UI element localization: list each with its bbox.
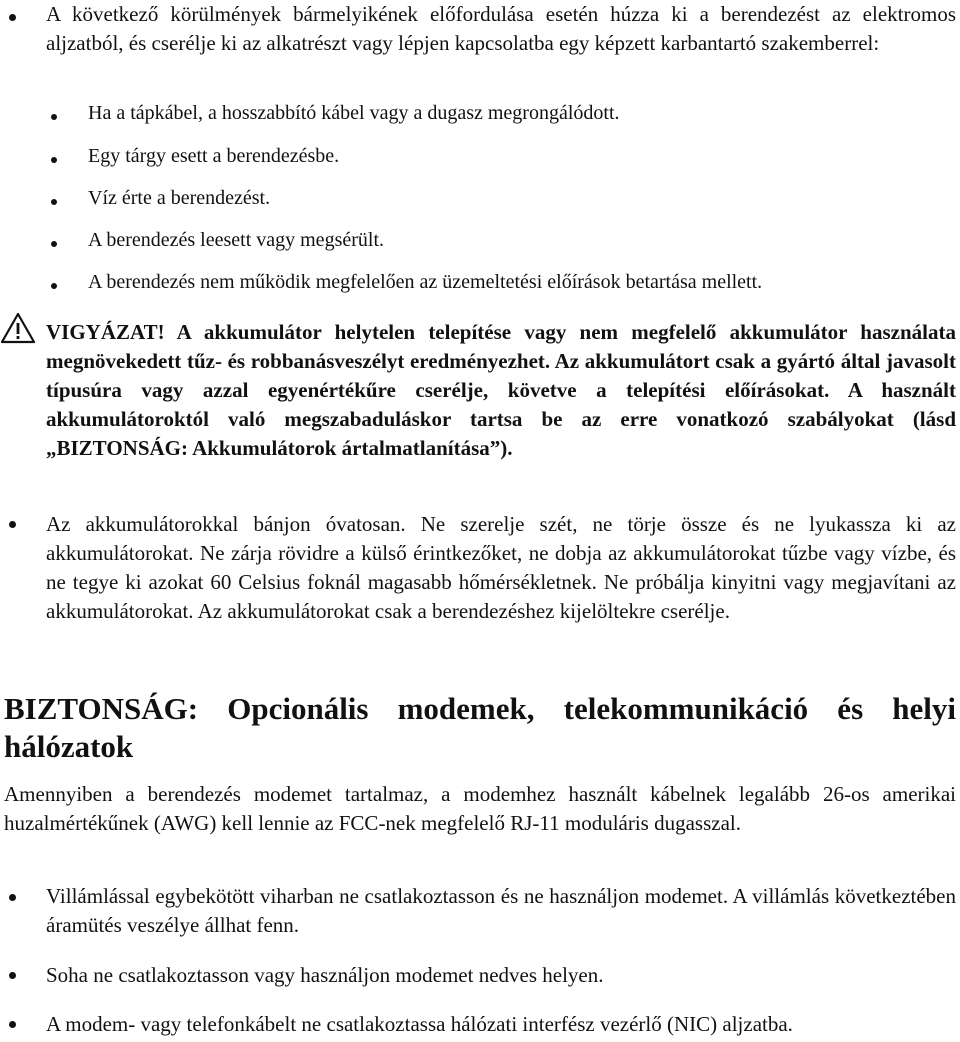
condition-bullet: [51, 241, 57, 247]
modem-bullet: [9, 894, 16, 901]
modem-bullet-text: Villámlással egybekötött viharban ne csatlakoztasson és ne használjon modemet. A villámlás következtében áramütés veszélye állhat fenn.: [46, 884, 956, 937]
modem-bullet-text: A modem- vagy telefonkábelt ne csatlakoztassa hálózati interfész vezérlő (NIC) aljzatba.: [46, 1012, 793, 1036]
warning-paragraph: VIGYÁZAT! A akkumulátor helytelen telepítése vagy nem megfelelő akkumulátor használata megnövekedett tűz- és robbanásveszélyt eredményezhet. Az akkumulátort csak a gyártó által javasolt típusúra vagy azzal egyenértékűre cserélje, követve a telepítési előírásokat. A használt akkumulátoroktól való megszabaduláskor tartsa be az erre vonatkozó szabályokat (lásd „BIZTONSÁG: Akkumulátorok ártalmatlanítása”).: [46, 320, 956, 460]
condition-item: Egy tárgy esett a berendezésbe.: [88, 145, 340, 167]
modem-bullet: [9, 1021, 16, 1028]
condition-item: Ha a tápkábel, a hosszabbító kábel vagy a dugasz megrongálódott.: [88, 102, 620, 124]
warning-triangle-icon: [0, 312, 36, 344]
intro-bullet: [9, 14, 16, 21]
condition-bullet: [51, 199, 57, 205]
condition-bullet: [51, 157, 57, 163]
battery-paragraph: Az akkumulátorokkal bánjon óvatosan. Ne szerelje szét, ne törje össze és ne lyukassza ki az akkumulátorokat. Ne zárja rövidre a külső érintkezőket, ne dobja az akkumulátorokat tűzbe vagy vízbe, és ne tegye ki azokat 60 Celsius foknál magasabb hőmérsékletnek. Ne próbálja kinyitni vagy megjavítani az akkumulátorokat. Az akkumulátorokat csak a berendezéshez kijelöltekre cserélje.: [46, 512, 956, 623]
section-heading: BIZTONSÁG: Opcionális modemek, telekommunikáció és helyi hálózatok: [4, 691, 956, 764]
intro-paragraph: A következő körülmények bármelyikének előfordulása esetén húzza ki a berendezést az elektromos aljzatból, és cserélje ki az alkatrészt vagy lépjen kapcsolatba egy képzett karbantartó szakemberrel:: [46, 2, 956, 55]
modem-bullet-text: Soha ne csatlakoztasson vagy használjon modemet nedves helyen.: [46, 963, 604, 987]
condition-bullet: [51, 114, 57, 120]
modem-bullet: [9, 972, 16, 979]
condition-item: A berendezés leesett vagy megsérült.: [88, 229, 384, 251]
condition-bullet: [51, 283, 57, 289]
condition-item: A berendezés nem működik megfelelően az üzemeltetési előírások betartása mellett.: [88, 271, 763, 293]
battery-bullet: [9, 521, 16, 528]
section-intro-paragraph: Amennyiben a berendezés modemet tartalmaz, a modemhez használt kábelnek legalább 26-os amerikai huzalmértékűnek (AWG) kell lennie az FCC-nek megfelelő RJ-11 moduláris dugasszal.: [4, 782, 956, 835]
condition-item: Víz érte a berendezést.: [88, 187, 271, 209]
